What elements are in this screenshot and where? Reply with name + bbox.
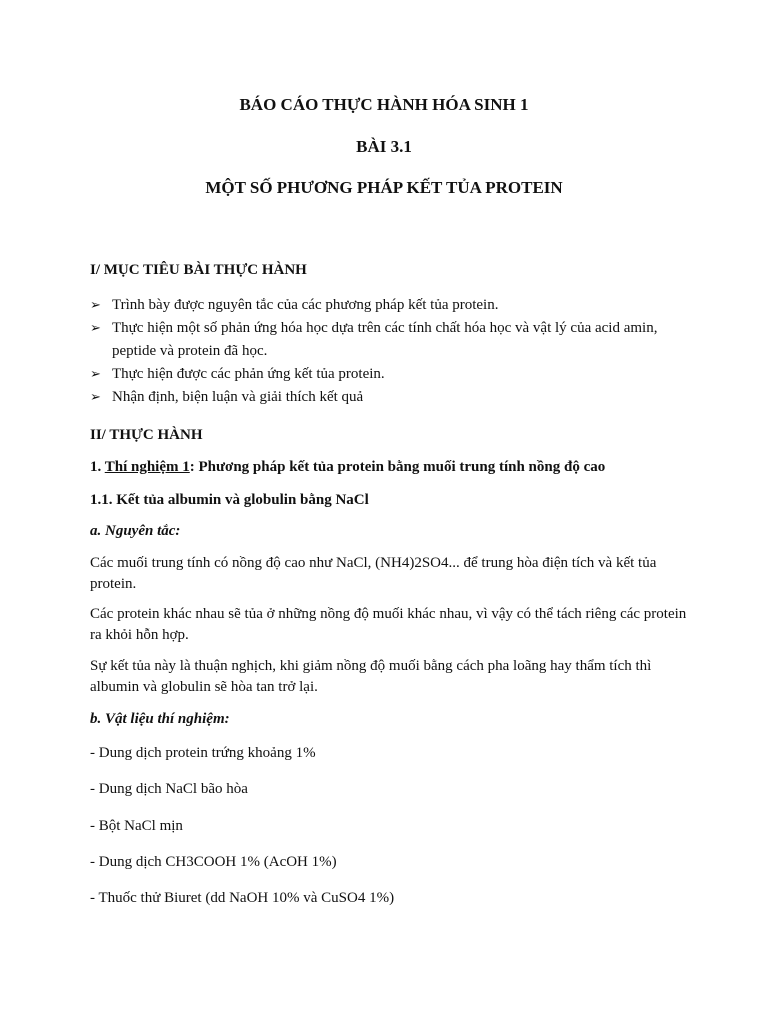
lesson-number: BÀI 3.1	[356, 137, 412, 156]
arrowhead-bullet-icon: ➢	[90, 367, 101, 382]
objectives-list	[90, 294, 690, 409]
list-item: ➢ Nhận định, biện luận và giải thích kết quả	[90, 386, 690, 409]
material-item: - Dung dịch NaCl bão hòa	[90, 781, 248, 797]
principle-paragraph: Các muối trung tính có nồng độ cao như NaCl, (NH4)2SO4... để trung hòa điện tích và kết tủa protein.	[90, 555, 657, 592]
section2-heading: II/ THỰC HÀNH	[90, 427, 203, 443]
lesson-title: MỘT SỐ PHƯƠNG PHÁP KẾT TỦA PROTEIN	[205, 178, 563, 197]
arrowhead-bullet-icon: ➢	[90, 298, 101, 313]
material-item: - Dung dịch protein trứng khoảng 1%	[90, 745, 316, 761]
section1-heading: I/ MỤC TIÊU BÀI THỰC HÀNH	[90, 262, 307, 278]
list-item: ➢ Thực hiện được các phản ứng kết tủa protein.	[90, 363, 690, 386]
principle-paragraph: Các protein khác nhau sẽ tủa ở những nồng độ muối khác nhau, vì vậy có thể tách riêng các protein ra khỏi hỗn hợp.	[90, 606, 687, 643]
report-title: BÁO CÁO THỰC HÀNH HÓA SINH 1	[239, 95, 529, 114]
list-item: ➢ Thực hiện một số phản ứng hóa học dựa trên các tính chất hóa học và vật lý của acid amin, peptide và protein đã học.	[90, 317, 690, 363]
materials-heading: b. Vật liệu thí nghiệm:	[90, 711, 230, 727]
material-item: - Bột NaCl mịn	[90, 818, 183, 834]
experiment1-heading: 1. Thí nghiệm 1: Phương pháp kết tủa protein bằng muối trung tính nồng độ cao	[90, 459, 606, 475]
arrowhead-bullet-icon: ➢	[90, 390, 101, 405]
material-item: - Thuốc thử Biuret (dd NaOH 10% và CuSO4 1%)	[90, 890, 395, 906]
arrowhead-bullet-icon: ➢	[90, 321, 101, 336]
principle-heading: a. Nguyên tắc:	[90, 523, 181, 539]
experiment1-label: Thí nghiệm 1	[104, 459, 190, 475]
principle-paragraph: Sự kết tủa này là thuận nghịch, khi giảm nồng độ muối bằng cách pha loãng hay thẩm tích thì albumin và globulin sẽ hòa tan trở lại.	[90, 658, 652, 695]
subsection-1-1-heading: 1.1. Kết tủa albumin và globulin bằng NaCl	[90, 492, 369, 508]
list-item: ➢ Trình bày được nguyên tắc của các phương pháp kết tủa protein.	[90, 294, 690, 317]
material-item: - Dung dịch CH3COOH 1% (AcOH 1%)	[90, 854, 337, 870]
